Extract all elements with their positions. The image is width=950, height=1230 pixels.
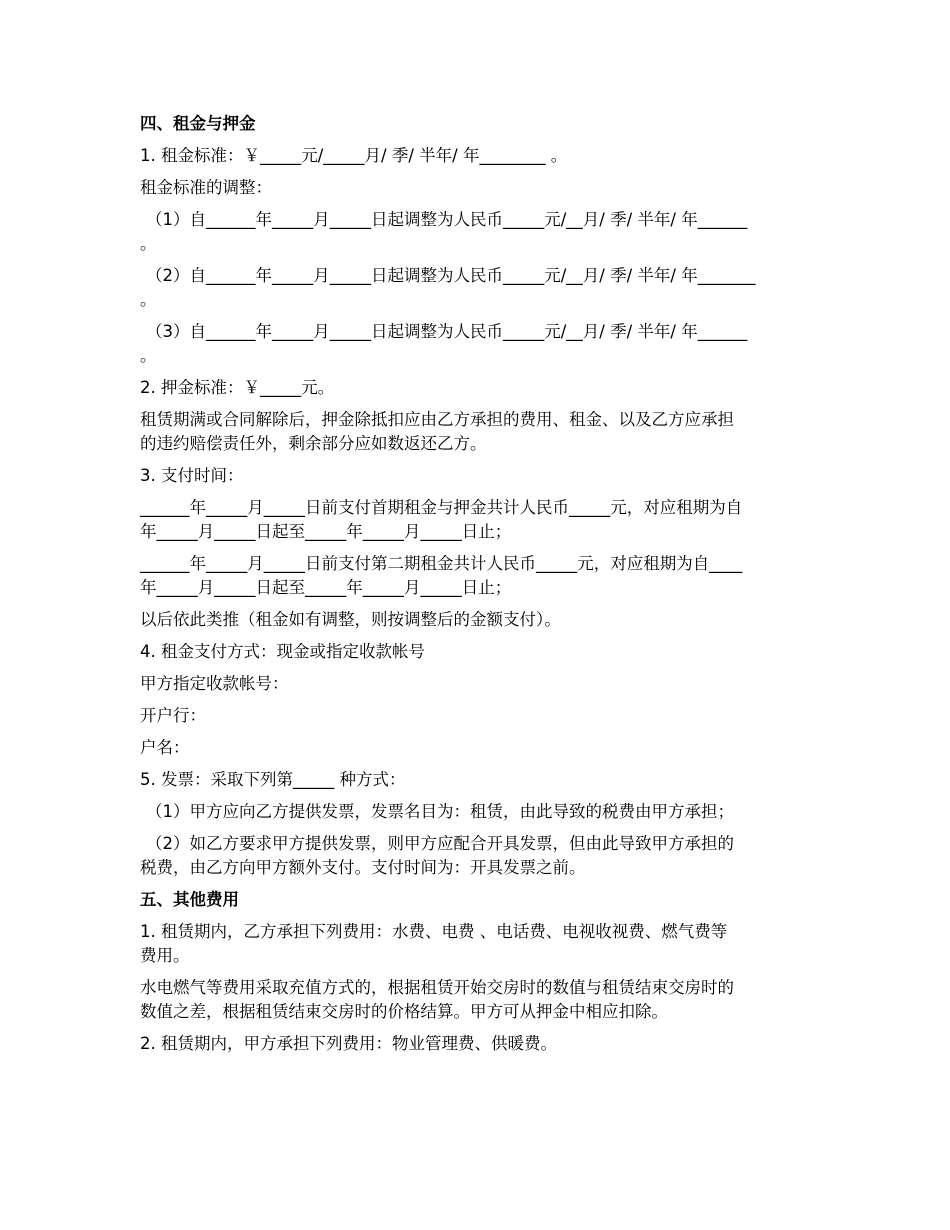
bank-name: 开户行： [140,706,206,725]
invoice-label: 5. 发票：采取下列第_____ 种方式： [140,770,406,789]
document-page [140,112,820,1056]
rent-adjustment-1: （1）自______年_____月_____日起调整为人民币_____元/__月/ 季/ 半年/ 年______ [146,210,748,229]
payment-continuation: 以后依此类推（租金如有调整，则按调整后的金额支付）。 [140,610,561,629]
deposit-return-line-1: 租赁期满或合同解除后，押金除抵扣应由乙方承担的费用、租金、以及乙方应承担 [140,410,734,429]
invoice-option-1: （1）甲方应向乙方提供发票，发票名目为：租赁，由此导致的税费由甲方承担； [146,802,734,821]
payment-time-label: 3. 支付时间： [140,466,244,485]
rent-adjustment-label: 租金标准的调整： [140,178,272,197]
rent-adjustment-1-end: 。 [140,234,157,253]
invoice-option-2-line-2: 税费，由乙方向甲方额外支付。支付时间为：开具发票之前。 [140,858,586,877]
invoice-option-2-line-1: （2）如乙方要求甲方提供发票，则甲方应配合开具发票，但由此导致甲方承担的 [146,834,734,853]
payment-first-line-1: ______年_____月_____日前支付首期租金与押金共计人民币_____元，对应租期为自 [140,498,743,517]
deposit-return-line-2: 的违约赔偿责任外，剩余部分应如数返还乙方。 [140,434,487,453]
section-heading-other-fees: 五、其他费用 [140,890,239,909]
tenant-fees-line-2: 费用。 [140,946,190,965]
rent-adjustment-3-end: 。 [140,346,157,365]
deposit-standard: 2. 押金标准：￥_____元。 [140,378,335,397]
tenant-fees-line-1: 1. 租赁期内，乙方承担下列费用：水费、电费 、电话费、电视收视费、燃气费等 [140,922,728,941]
utility-settlement-line-2: 数值之差，根据租赁结束交房时的价格结算。甲方可从押金中相应扣除。 [140,1002,668,1021]
payment-method: 4. 租金支付方式：现金或指定收款帐号 [140,642,425,661]
account-holder: 户名： [140,738,190,757]
designated-account: 甲方指定收款帐号： [140,674,289,693]
payment-first-line-2: 年_____月_____日起至_____年_____月_____日止； [140,522,512,541]
rent-adjustment-2: （2）自______年_____月_____日起调整为人民币_____元/__月/ 季/ 半年/ 年_______ [146,266,756,285]
section-heading-rent-deposit: 四、租金与押金 [140,114,256,133]
rent-standard: 1. 租金标准：￥_____元/_____月/ 季/ 半年/ 年________ 。 [140,146,568,165]
payment-second-line-1: ______年_____月_____日前支付第二期租金共计人民币_____元，对应租期为自____ [140,554,743,573]
landlord-fees: 2. 租赁期内，甲方承担下列费用：物业管理费、供暖费。 [140,1034,557,1053]
utility-settlement-line-1: 水电燃气等费用采取充值方式的，根据租赁开始交房时的数值与租赁结束交房时的 [140,978,734,997]
rent-adjustment-2-end: 。 [140,290,157,309]
rent-adjustment-3: （3）自______年_____月_____日起调整为人民币_____元/__月/ 季/ 半年/ 年______ [146,322,748,341]
payment-second-line-2: 年_____月_____日起至_____年_____月_____日止； [140,578,512,597]
